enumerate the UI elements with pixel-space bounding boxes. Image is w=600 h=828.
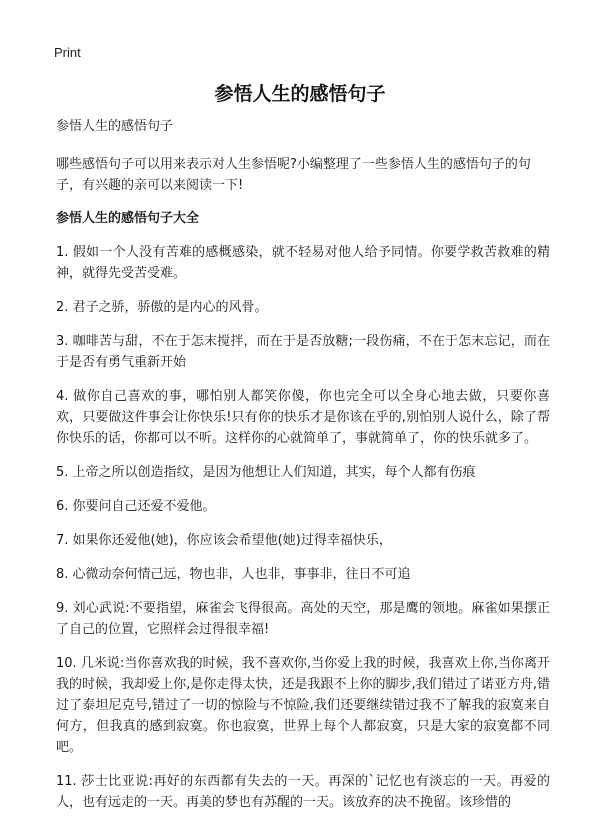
quote-item-5: 5. 上帝之所以创造指纹，是因为他想让人们知道，其实，每个人都有伤痕 (56, 465, 476, 480)
quote-item-9: 9. 刘心武说:不要指望，麻雀会飞得很高。高处的天空，那是鹰的领地。麻雀如果摆正了自己的位置，它照样会过得很幸福! (56, 601, 550, 637)
intro-paragraph: 哪些感悟句子可以用来表示对人生参悟呢?小编整理了一些参悟人生的感悟句子的句子，有兴趣的亲可以来阅读一下! (56, 157, 531, 193)
quote-item-7: 7. 如果你还爱他(她)，你应该会希望他(她)过得幸福快乐， (56, 533, 392, 548)
document-subtitle: 参悟人生的感悟句子 (56, 119, 174, 134)
quote-item-4: 4. 做你自己喜欢的事，哪怕别人都笑你傻，你也完全可以全身心地去做，只要你喜欢，只要做这件事会让你快乐!只有你的快乐才是你该在乎的,别怕别人说什么，除了帮你快乐的话，你都可以不听。这样你的心就简单了，事就简单了，你的快乐就多了。 (56, 389, 550, 446)
quote-item-1: 1. 假如一个人没有苦难的感概感染，就不轻易对他人给予同情。你要学救苦救难的精神，就得先受苦受难。 (56, 245, 550, 281)
print-label[interactable]: Print (54, 45, 81, 60)
page-title: 参悟人生的感悟句子 (214, 83, 386, 105)
quote-item-11: 11. 莎士比亚说:再好的东西都有失去的一天。再深的`记忆也有淡忘的一天。再爱的人，也有远走的一天。再美的梦也有苏醒的一天。该放弃的决不挽留。该珍惜的 (56, 774, 550, 810)
quote-item-2: 2. 君子之骄，骄傲的是内心的风骨。 (56, 300, 268, 315)
document-body (56, 117, 550, 826)
quote-item-8: 8. 心微动奈何情己远，物也非，人也非，事事非，往日不可追 (56, 567, 411, 582)
quote-item-10: 10. 几米说:当你喜欢我的时候，我不喜欢你,当你爱上我的时候，我喜欢上你,当你离开我的时候，我却爱上你,是你走得太快，还是我跟不上你的脚步,我们错过了诺亚方舟,错过了泰坦尼克号,错过了一切的惊险与不惊险,我们还要继续错过我不了解我的寂寞来自何方，但我真的感到寂寞。你也寂寞，世界上每个人都寂寞，只是大家的寂寞都不同吧。 (56, 656, 550, 755)
quote-item-3: 3. 咖啡苦与甜，不在于怎末搅拌，而在于是否放糖;一段伤痛，不在于怎末忘记，而在于是否有勇气重新开始 (56, 334, 550, 370)
section-heading: 参悟人生的感悟句子大全 (56, 211, 200, 226)
quote-item-6: 6. 你要问自己还爱不爱他。 (56, 499, 216, 514)
